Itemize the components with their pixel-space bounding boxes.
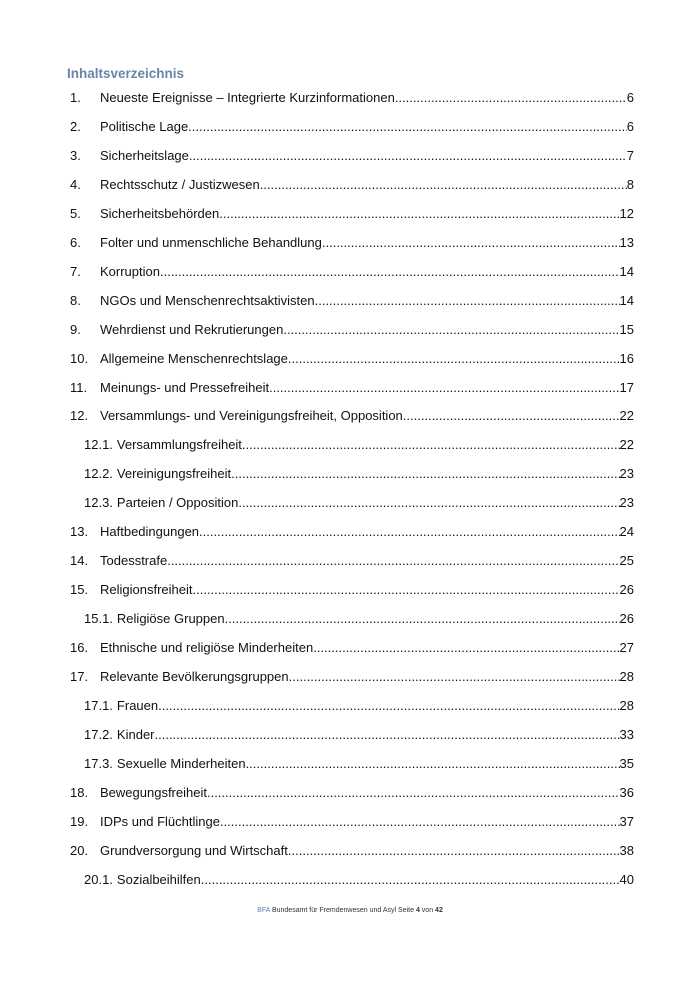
footer-total: 42 (435, 907, 443, 914)
toc-entry-page: 23 (619, 466, 634, 482)
toc-leader-dots (167, 553, 619, 568)
toc-entry-page: 28 (619, 697, 634, 713)
toc-leader-dots (201, 872, 620, 887)
toc-entry-label: Korruption (100, 263, 160, 279)
toc-entry-label: Versammlungs- und Vereinigungsfreiheit, Opposition (100, 408, 403, 424)
toc-entry[interactable] (70, 235, 634, 253)
toc-entry[interactable] (70, 408, 634, 426)
toc-entry-page: 38 (619, 842, 634, 858)
toc-leader-dots (403, 408, 620, 423)
page-footer (0, 907, 700, 914)
toc-entry-page: 14 (619, 263, 634, 279)
toc-entry-label: Parteien / Opposition (116, 495, 239, 511)
toc-entry-number: 2. (70, 118, 81, 134)
toc-entry[interactable] (70, 553, 634, 571)
toc-leader-dots (322, 235, 620, 250)
toc-entry-label: Haftbedingungen (100, 524, 200, 540)
toc-entry-page: 26 (619, 582, 634, 598)
toc-entry-page: 12 (619, 205, 634, 221)
toc-entry[interactable] (84, 698, 634, 716)
toc-entry-label: Allgemeine Menschenrechtslage (100, 350, 288, 366)
toc-entry-label: Sicherheitsbehörden (100, 205, 220, 221)
toc-entry-label: Religionsfreiheit (100, 582, 193, 598)
toc-entry[interactable] (70, 843, 634, 861)
footer-text: Bundesamt für Fremdenwesen und Asyl Seite (271, 907, 414, 914)
toc-entry-number: 6. (70, 234, 81, 250)
toc-leader-dots (269, 380, 619, 395)
toc-entry-number: 17.2. (84, 726, 113, 742)
toc-entry-label: NGOs und Menschenrechtsaktivisten (100, 292, 315, 308)
toc-entry[interactable] (84, 495, 634, 513)
toc-entry-number: 12. (70, 408, 89, 424)
toc-leader-dots (199, 524, 620, 539)
toc-entry-label: Frauen (116, 697, 159, 713)
toc-entry-number: 19. (70, 813, 89, 829)
toc-leader-dots (289, 669, 620, 684)
toc-entry-number: 15. (70, 582, 89, 598)
toc-leader-dots (283, 322, 619, 337)
toc-entry[interactable] (70, 640, 634, 658)
toc-leader-dots (158, 698, 619, 713)
toc-entry[interactable] (84, 466, 634, 484)
toc-entry-page: 14 (619, 292, 634, 308)
toc-entry-label: Sexuelle Minderheiten (116, 755, 246, 771)
toc-entry-number: 17. (70, 669, 89, 684)
toc-entry[interactable] (70, 322, 634, 340)
toc-entry[interactable] (70, 177, 634, 195)
toc-leader-dots (313, 640, 619, 655)
toc-entry-number: 1. (70, 90, 81, 105)
toc-entry-number: 20. (70, 842, 89, 858)
toc-entry-number: 13. (70, 524, 89, 540)
toc-entry-number: 14. (70, 553, 89, 569)
toc-entry-label: Relevante Bevölkerungsgruppen (100, 669, 289, 684)
toc-entry-page: 37 (619, 813, 634, 829)
toc-entry-page: 33 (619, 726, 634, 742)
toc-entry-page: 25 (619, 553, 634, 569)
toc-entry-page: 40 (619, 871, 634, 887)
toc-entry-number: 8. (70, 292, 81, 308)
toc-entry-number: 17.1. (84, 697, 113, 713)
toc-entry[interactable] (70, 814, 634, 832)
toc-entry-page: 15 (619, 321, 634, 337)
toc-entry[interactable] (70, 669, 634, 687)
toc-leader-dots (288, 843, 620, 858)
toc-leader-dots (395, 90, 627, 105)
toc-entry-page: 23 (619, 495, 634, 511)
toc-entry[interactable] (70, 293, 634, 311)
toc-entry[interactable] (84, 611, 634, 629)
toc-entry-page: 7 (626, 147, 634, 163)
toc-entry-label: Neueste Ereignisse – Integrierte Kurzinformationen (100, 90, 395, 105)
toc-entry[interactable] (70, 380, 634, 398)
toc-entry-page: 16 (619, 350, 634, 366)
toc-entry-number: 12.2. (84, 466, 113, 482)
toc-leader-dots (238, 495, 619, 510)
toc-entry-page: 27 (619, 640, 634, 656)
toc-entry-page: 26 (619, 611, 634, 627)
toc-entry-label: Religiöse Gruppen (116, 611, 225, 627)
toc-leader-dots (189, 148, 627, 163)
toc-leader-dots (260, 177, 627, 192)
toc-entry[interactable] (70, 785, 634, 803)
toc-entry-number: 3. (70, 147, 81, 163)
toc-entry-page: 22 (619, 437, 634, 453)
toc-entry-number: 11. (70, 379, 88, 395)
toc-entry-number: 20.1. (84, 871, 113, 887)
toc-entry-number: 15.1. (84, 611, 113, 627)
toc-entry-label: IDPs und Flüchtlinge (100, 813, 220, 829)
toc-entry-page: 36 (619, 784, 634, 800)
toc-entry-label: Sozialbeihilfen (116, 871, 201, 887)
toc-entry[interactable] (84, 872, 634, 890)
toc-entry-number: 9. (70, 321, 81, 337)
toc-leader-dots (288, 351, 620, 366)
toc-entry[interactable] (84, 437, 634, 455)
toc-entry[interactable] (84, 756, 634, 774)
toc-leader-dots (225, 611, 620, 626)
toc-entry[interactable] (70, 206, 634, 224)
toc-leader-dots (246, 756, 620, 771)
toc-entry-page: 6 (626, 90, 634, 105)
toc-entry[interactable] (70, 582, 634, 600)
toc-leader-dots (188, 119, 627, 134)
toc-entry-page: 13 (619, 234, 634, 250)
toc-entry-label: Wehrdienst und Rekrutierungen (100, 321, 284, 337)
toc-leader-dots (207, 785, 620, 800)
toc-entry-page: 22 (619, 408, 634, 424)
footer-brand: BFA (257, 907, 270, 914)
toc-entry-label: Todesstrafe (100, 553, 168, 569)
toc-entry-page: 17 (619, 379, 634, 395)
toc-entry[interactable] (70, 264, 634, 282)
toc-entry[interactable] (70, 351, 634, 369)
toc-entry[interactable] (84, 727, 634, 745)
toc-entry-label: Bewegungsfreiheit (100, 784, 207, 800)
toc-entry-number: 10. (70, 350, 89, 366)
toc-entry-label: Rechtsschutz / Justizwesen (100, 176, 260, 192)
toc-entry-label: Kinder (116, 726, 155, 742)
footer-of: von (421, 907, 434, 914)
toc-leader-dots (231, 466, 619, 481)
toc-entry-label: Grundversorgung und Wirtschaft (100, 842, 288, 858)
toc-entry-label: Politische Lage (100, 118, 189, 134)
toc-entry[interactable] (70, 119, 634, 137)
toc-entry-label: Meinungs- und Pressefreiheit (100, 379, 270, 395)
toc-leader-dots (242, 437, 620, 452)
toc-entry[interactable] (70, 524, 634, 542)
toc-entry-label: Vereinigungsfreiheit (116, 466, 232, 482)
toc-entry-page: 24 (619, 524, 634, 540)
toc-entry-number: 5. (70, 205, 81, 221)
toc-entry-label: Versammlungsfreiheit (116, 437, 242, 453)
toc-entry-label: Sicherheitslage (100, 147, 189, 163)
toc-entry-page: 6 (626, 118, 634, 134)
toc-leader-dots (155, 727, 620, 742)
toc-entry[interactable] (70, 148, 634, 166)
toc-entry-page: 35 (619, 755, 634, 771)
toc-leader-dots (193, 582, 620, 597)
toc-entry-number: 16. (70, 640, 89, 656)
toc-leader-dots (160, 264, 620, 279)
toc-entry-page: 28 (619, 669, 634, 684)
toc-title: Inhaltsverzeichnis (67, 66, 185, 81)
toc-entry-number: 4. (70, 176, 81, 192)
toc-leader-dots (315, 293, 620, 308)
toc-entry-number: 7. (70, 263, 81, 279)
toc-leader-dots (219, 206, 619, 221)
footer-page: 4 (415, 907, 420, 914)
toc-entry-label: Folter und unmenschliche Behandlung (100, 234, 322, 250)
toc-entry-number: 17.3. (84, 755, 113, 771)
toc-entry-number: 12.1. (84, 437, 113, 453)
toc-entry-page: 8 (626, 176, 634, 192)
toc-entry-label: Ethnische und religiöse Minderheiten (100, 640, 314, 656)
toc-entry-number: 12.3. (84, 495, 113, 511)
toc-entry-number: 18. (70, 784, 89, 800)
toc-leader-dots (220, 814, 620, 829)
toc-entry[interactable] (70, 90, 634, 108)
